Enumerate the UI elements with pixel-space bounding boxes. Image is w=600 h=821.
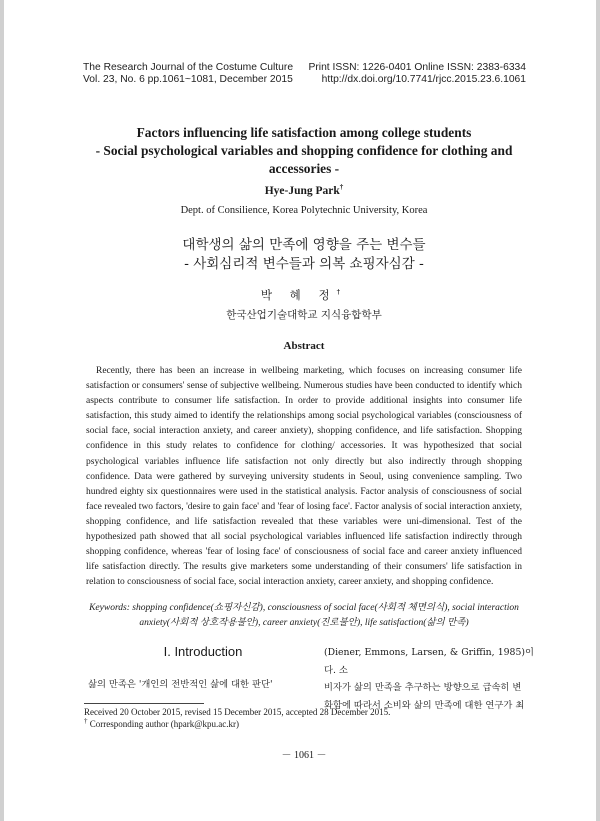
journal-volume: Vol. 23, No. 6 pp.1061~1081, December 2015 xyxy=(83,73,293,85)
keywords-label: Keywords: xyxy=(89,603,130,613)
affiliation-en: Dept. of Consilience, Korea Polytechnic University, Korea xyxy=(180,205,428,216)
title-ko-line-1: 대학생의 삶의 만족에 영향을 주는 변수들 xyxy=(182,237,426,253)
section-heading-introduction: I. Introduction xyxy=(163,644,243,659)
author-mark: † xyxy=(339,183,344,192)
author-ko xyxy=(4,287,600,303)
intro-right-column xyxy=(324,644,534,714)
page-number: － 1061 － xyxy=(281,750,327,761)
intro-left-column: 삶의 만족은 '개인의 전반적인 삶에 대한 판단' xyxy=(88,679,273,690)
corresponding-author xyxy=(84,718,390,730)
author-ko-mark: † xyxy=(336,288,348,297)
title-line-2: - Social psychological variables and shopping confidence for clothing and xyxy=(95,143,513,158)
keywords-text-1: shopping confidence(쇼핑자신감), consciousness of social face(사회적 체면의식), social interaction xyxy=(132,603,519,613)
received-dates: Received 20 October 2015, revised 15 December 2015, accepted 28 December 2015. xyxy=(84,707,391,717)
issn: Print ISSN: 1226-0401 Online ISSN: 2383-6334 xyxy=(308,62,526,73)
footnote-mark: † xyxy=(84,717,88,725)
footnotes xyxy=(84,706,390,730)
journal-name: The Research Journal of the Costume Culture xyxy=(83,62,294,73)
paper-title-en xyxy=(64,124,544,178)
intro-right-line-2: 비자가 삶의 만족을 추구하는 방향으로 급속히 변 xyxy=(324,682,522,694)
author-ko-name: 박 혜 정 xyxy=(260,288,337,302)
journal-header xyxy=(83,62,293,85)
corresponding-text: Corresponding author (hpark@kpu.ac.kr) xyxy=(87,719,239,729)
affiliation-ko: 한국산업기술대학교 지식융합학부 xyxy=(226,309,382,321)
intro-right-line-3: 화함에 따라서 소비와 삶의 만족에 대한 연구가 최 xyxy=(324,699,525,711)
author-name: Hye-Jung Park xyxy=(264,185,340,197)
title-line-3: accessories - xyxy=(268,161,340,176)
author-en xyxy=(4,185,600,197)
keywords xyxy=(86,601,522,631)
paper-title-ko xyxy=(4,236,600,274)
abstract-text: Recently, there has been an increase in wellbeing marketing, which focuses on increasing consumer life satisfaction or consumers' sense of subjective wellbeing. Numerous studies have been conducted to identify which aspects contribute to consumer life satisfaction. In order to provide additional insights into consumer life satisfaction, this study aimed to identify the relationships among social psychological variables (consciousness of social face, social interaction anxiety, and career anxiety), shopping confidence, and life satisfaction. Shopping confidence in this study relates to confidence for clothing/ accessories. It was hypothesized that social psychological variables influence life satisfaction not only directly but also indirectly through shopping confidence. Data were gathered by surveying university students in Seoul, using convenience sampling. Two hundred eighty six questionnaires were used in the statistical analysis. Factor analysis of consciousness of social face revealed two factors, 'desire to gain face' and 'fear of losing face'. Factor analysis of social interaction anxiety, shopping confidence, and life satisfaction revealed that these variables were uni-dimensional. Test of the hypothesized path showed that all social psychological variables influenced life satisfaction indirectly through shopping confidence, whereas 'fear of losing face' of consciousness of social face and career anxiety influenced life satisfaction directly. The results give marketers some understanding of their consumers' life satisfaction in relation to consciousness of social face, social interaction anxiety, career anxiety, and shopping confidence. xyxy=(86,366,522,588)
intro-right-line-1: (Diener, Emmons, Larsen, & Griffin, 1985)이다. 소 xyxy=(324,647,534,676)
doi-link[interactable]: http://dx.doi.org/10.7741/rjcc.2015.23.6.1061 xyxy=(321,73,526,85)
title-line-1: Factors influencing life satisfaction among college students xyxy=(136,125,472,140)
title-ko-line-2: - 사회심리적 변수들과 의복 쇼핑자심감 - xyxy=(184,256,424,272)
abstract-heading: Abstract xyxy=(283,340,325,352)
keywords-line-1 xyxy=(86,601,522,616)
paper-page xyxy=(4,0,596,821)
keywords-line-2: anxiety(사회적 상호작용불안), career anxiety(진로불안), life satisfaction(삶의 만족) xyxy=(139,618,469,628)
issn-header xyxy=(308,62,526,85)
footnote-divider xyxy=(84,703,204,704)
